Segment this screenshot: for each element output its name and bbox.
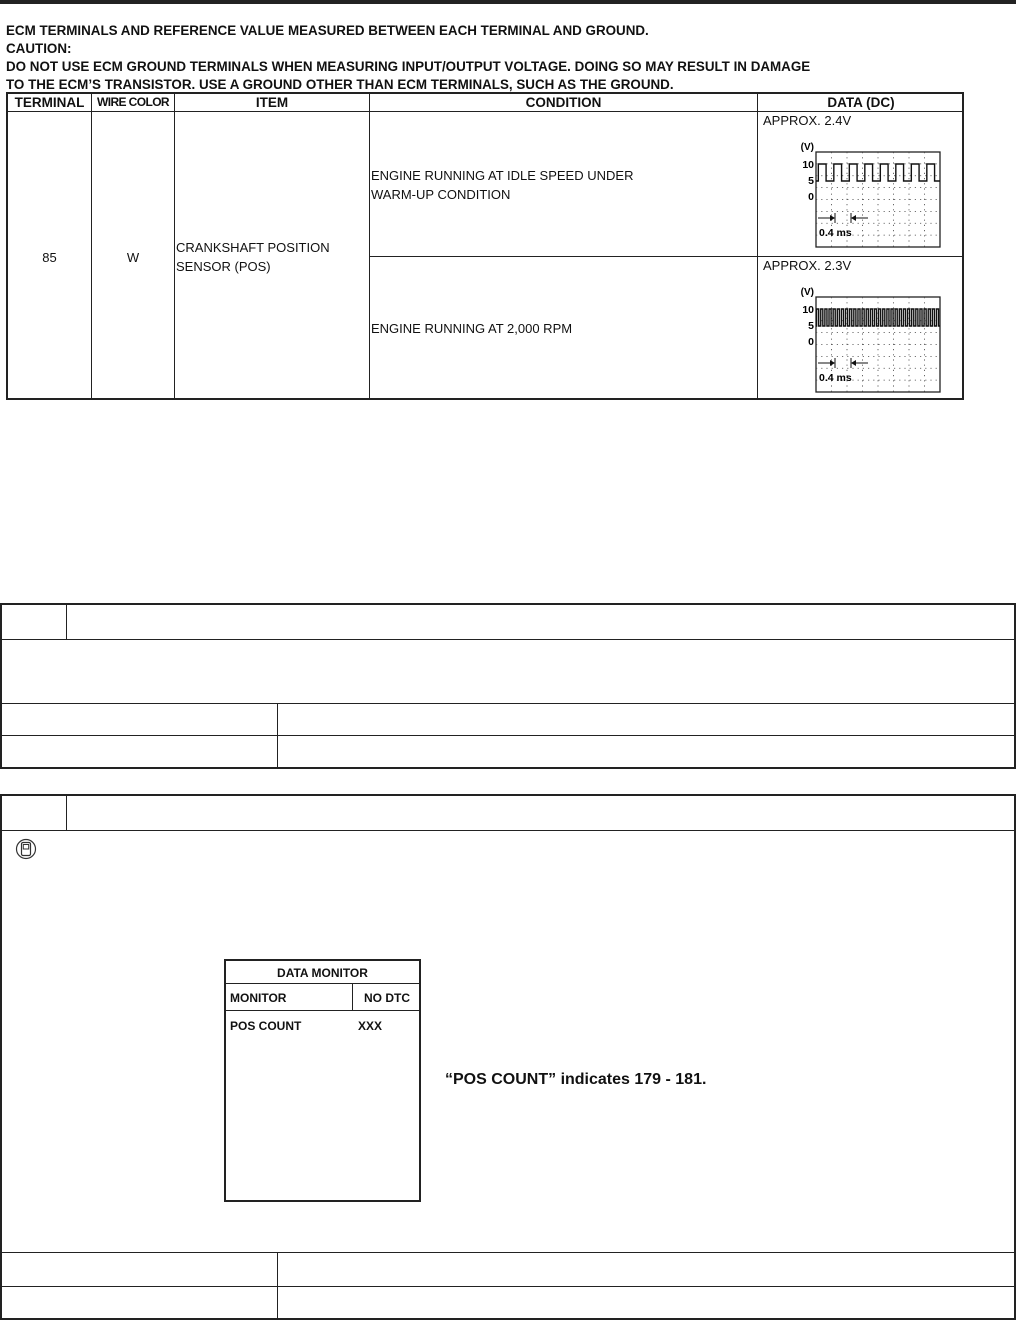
col-divider	[369, 94, 370, 398]
col-header-wire-color: WIRE COLOR	[97, 95, 169, 109]
result-row-divider	[2, 703, 1014, 704]
monitor-divider	[226, 983, 419, 984]
result-col-divider	[277, 1252, 278, 1318]
pos-count-spec-note: “POS COUNT” indicates 179 - 181.	[445, 1071, 707, 1088]
header-line-3: DO NOT USE ECM GROUND TERMINALS WHEN MEASURING INPUT/OUTPUT VOLTAGE. DOING SO MAY RESULT IN DAMAGE	[6, 59, 811, 74]
monitor-col-label: MONITOR	[230, 991, 287, 1005]
condition-line: ENGINE RUNNING AT 2,000 RPM	[371, 321, 573, 336]
waveform-unit-label: (V)	[800, 142, 814, 153]
top-rule	[0, 0, 1016, 4]
time-div-label: 0.4 ms	[819, 372, 852, 384]
header-line-1: ECM TERMINALS AND REFERENCE VALUE MEASURED BETWEEN EACH TERMINAL AND GROUND.	[6, 23, 649, 38]
caution-header	[6, 22, 966, 94]
row-divider	[369, 256, 962, 257]
monitor-divider	[226, 1010, 419, 1011]
inspection-step-box-2	[0, 794, 1016, 1320]
inspection-step-box-1	[0, 603, 1016, 769]
col-divider	[91, 94, 92, 398]
waveform-y-tick-label: 5	[808, 320, 814, 332]
header-caution-label: CAUTION:	[6, 41, 72, 56]
data-value-idle: APPROX. 2.4V	[763, 113, 852, 128]
item-line-2: SENSOR (POS)	[176, 259, 271, 274]
col-header-condition: CONDITION	[525, 95, 602, 110]
result-row-divider	[2, 735, 1014, 736]
waveform-y-tick-label: 10	[802, 304, 814, 316]
monitor-status-label: NO DTC	[364, 991, 410, 1005]
condition-idle	[371, 166, 633, 204]
monitor-title: DATA MONITOR	[277, 966, 368, 980]
data-monitor-screen	[224, 959, 421, 1202]
data-value-2000rpm: APPROX. 2.3V	[763, 258, 852, 273]
waveform-trace	[816, 309, 940, 326]
result-row-divider	[2, 1252, 1014, 1253]
col-header-item: ITEM	[255, 95, 289, 110]
waveform-y-tick-label: 10	[802, 159, 814, 171]
terminal-number: 85	[42, 250, 57, 265]
item-name	[176, 238, 330, 276]
waveform-y-tick-label: 5	[808, 175, 814, 187]
waveform-2000rpm	[768, 287, 958, 395]
col-divider	[174, 94, 175, 398]
monitor-item-pos-count: POS COUNT	[230, 1019, 302, 1033]
condition-line: WARM-UP CONDITION	[371, 187, 511, 202]
consult-tester-icon	[15, 838, 37, 860]
step-header-divider	[2, 830, 1014, 831]
waveform-unit-label: (V)	[800, 287, 814, 298]
col-header-terminal: TERMINAL	[14, 95, 85, 110]
monitor-value-pos-count: XXX	[358, 1019, 383, 1033]
waveform-y-tick-label: 0	[808, 191, 814, 203]
result-row-divider	[2, 1286, 1014, 1287]
step-number-divider	[66, 605, 67, 639]
step-header-divider	[2, 639, 1014, 640]
monitor-col-divider	[352, 983, 353, 1010]
step-number-divider	[66, 796, 67, 830]
result-col-divider	[277, 703, 278, 767]
waveform-y-tick-label: 0	[808, 336, 814, 348]
wire-color: W	[126, 250, 140, 265]
item-line-1: CRANKSHAFT POSITION	[176, 240, 330, 255]
condition-line: ENGINE RUNNING AT IDLE SPEED UNDER	[371, 168, 634, 183]
col-header-data: DATA (DC)	[827, 95, 895, 110]
header-line-4: TO THE ECM’S TRANSISTOR. USE A GROUND OTHER THAN ECM TERMINALS, SUCH AS THE GROUND.	[6, 77, 674, 92]
waveform-idle	[768, 142, 958, 250]
condition-2000rpm	[371, 319, 572, 338]
col-divider	[757, 94, 758, 398]
ecm-terminal-table	[6, 92, 964, 400]
time-div-label: 0.4 ms	[819, 227, 852, 239]
